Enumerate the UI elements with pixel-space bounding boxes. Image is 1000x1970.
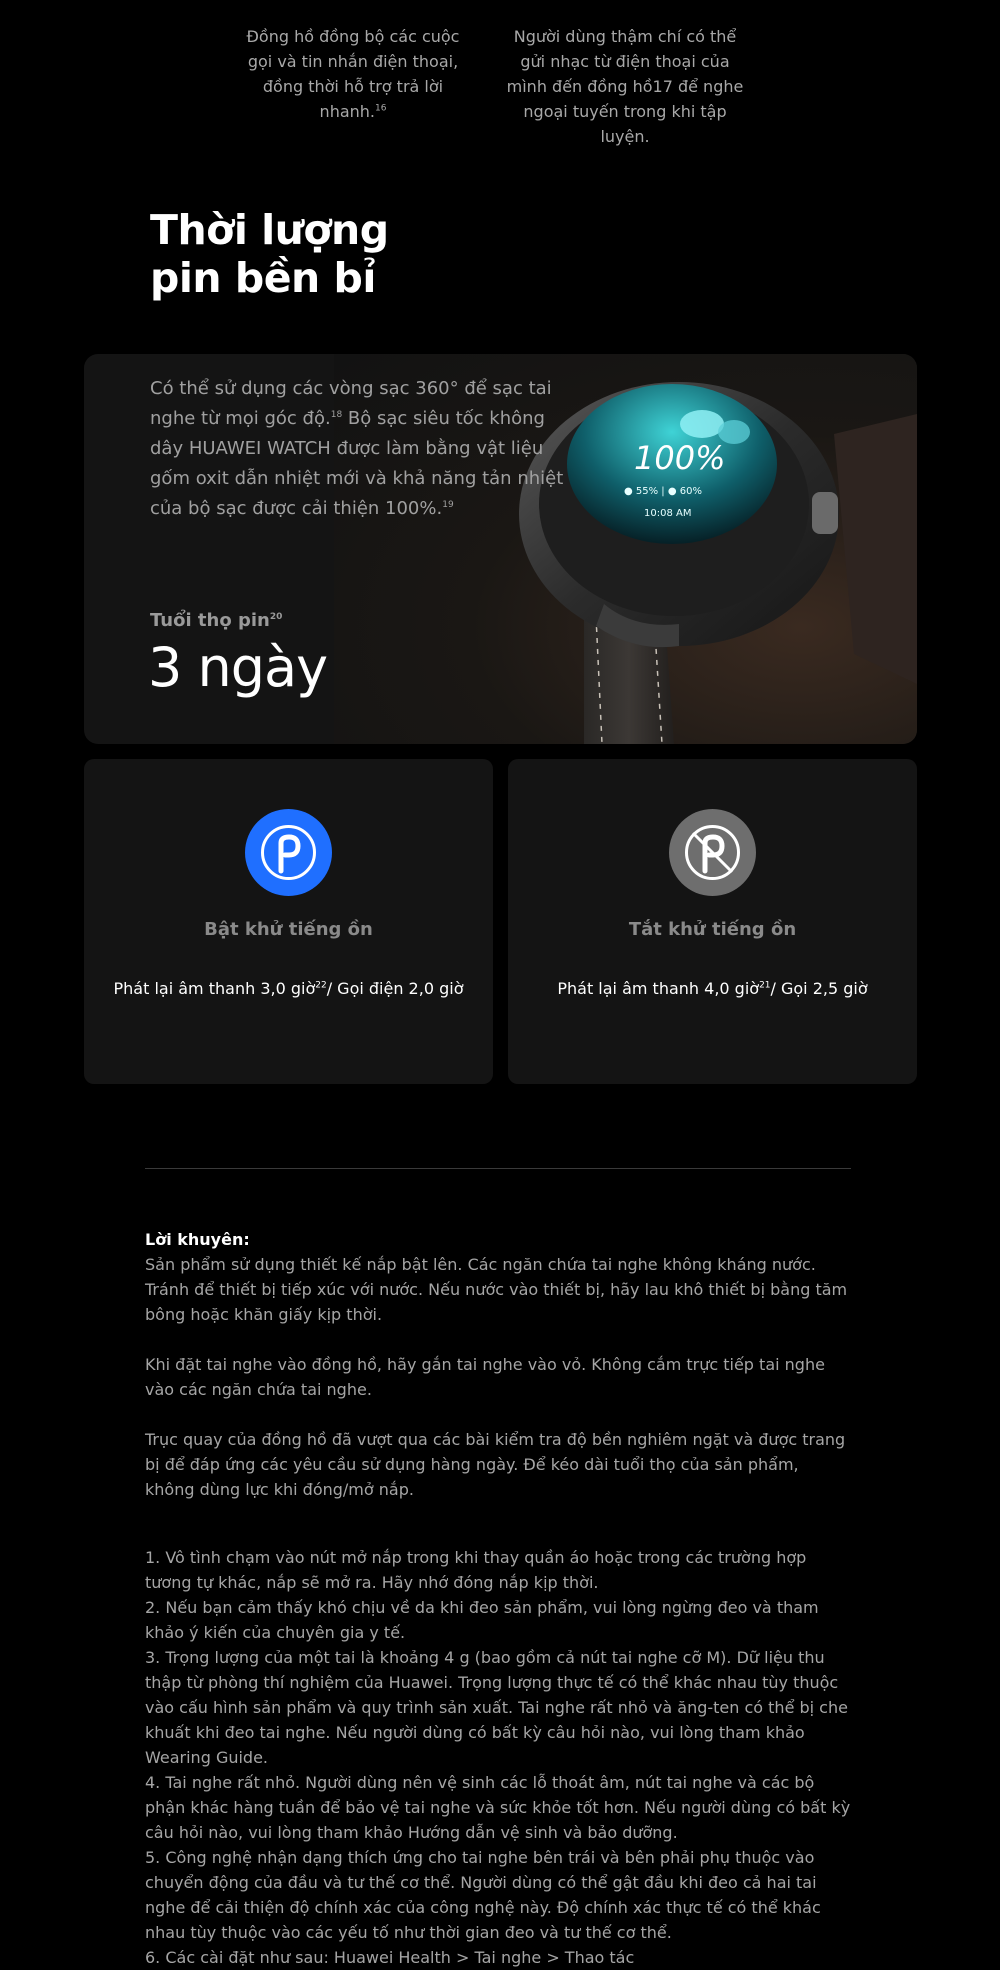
tips-paragraph-2: Khi đặt tai nghe vào đồng hồ, hãy gắn tai nghe vào vỏ. Không cắm trực tiếp tai nghe vào các ngăn chứa tai nghe. bbox=[145, 1355, 825, 1399]
tips-title: Lời khuyên: bbox=[145, 1230, 250, 1249]
feature-music-body: Người dùng thậm chí có thể gửi nhạc từ điện thoại của mình đến đồng hồ17 để nghe ngoại tuyến trong khi tập luyện. bbox=[506, 27, 744, 146]
battery-card bbox=[84, 354, 917, 744]
anc-off-sup: 21 bbox=[759, 980, 771, 991]
footnote-item: 5. Công nghệ nhận dạng thích ứng cho tai nghe bên trái và bên phải phụ thuộc vào chuyển động của đầu và tư thế cơ thể. Người dùng có thể gật đầu khi đeo cả hai tai nghe để cải thiện độ chính xác của công nghệ này. Độ chính xác thực tế có thể khác nhau tùy thuộc vào các yếu tố như thời gian đeo và tư thế cơ thể. bbox=[145, 1848, 821, 1942]
anc-on-icon bbox=[245, 809, 332, 896]
anc-off-icon bbox=[669, 809, 756, 896]
battery-desc-part2: Bộ sạc siêu tốc không dây HUAWEI WATCH được làm bằng vật liệu gốm oxit dẫn nhiệt mới và khả năng tản nhiệt của bộ sạc được cải thiện 100%. bbox=[150, 408, 564, 519]
battery-description bbox=[150, 374, 570, 524]
tips-section bbox=[145, 1227, 851, 1527]
battery-heading-line2: pin bền bỉ bbox=[150, 254, 376, 302]
tips-paragraph-1: Sản phẩm sử dụng thiết kế nắp bật lên. Các ngăn chứa tai nghe không kháng nước. Tránh để thiết bị tiếp xúc với nước. Nếu nước vào thiết bị, hãy lau khô thiết bị bằng tăm bông hoặc khăn giấy kịp thời. bbox=[145, 1255, 848, 1324]
footnote-item: 2. Nếu bạn cảm thấy khó chịu về da khi đeo sản phẩm, vui lòng ngừng đeo và tham khảo ý kiến của chuyên gia y tế. bbox=[145, 1598, 819, 1642]
tips-paragraph-3: Trục quay của đồng hồ đã vượt qua các bài kiểm tra độ bền nghiêm ngặt và được trang bị để đáp ứng các yêu cầu sử dụng hàng ngày. Để kéo dài tuổi thọ của sản phẩm, không dùng lực khi đóng/mở nắp. bbox=[145, 1430, 846, 1499]
footnote-item: 4. Tai nghe rất nhỏ. Người dùng nên vệ sinh các lỗ thoát âm, nút tai nghe và các bộ phận khác hàng tuần để bảo vệ tai nghe và sức khỏe tốt hơn. Nếu người dùng có bất kỳ câu hỏi nào, vui lòng tham khảo Hướng dẫn vệ sinh và bảo dưỡng. bbox=[145, 1773, 851, 1842]
battery-desc-sup2: 19 bbox=[442, 500, 454, 510]
anc-on-detail-a: Phát lại âm thanh 3,0 giờ bbox=[113, 979, 316, 998]
feature-calls-sup: 16 bbox=[375, 103, 387, 114]
anc-on-card bbox=[84, 759, 493, 1084]
feature-music-text bbox=[505, 24, 745, 149]
battery-life-label-text: Tuổi thọ pin bbox=[150, 610, 270, 631]
footnote-item: 3. Trọng lượng của một tai là khoảng 4 g (bao gồm cả nút tai nghe cỡ M). Dữ liệu thu thập từ phòng thí nghiệm của Huawei. Trọng lượng thực tế có thể khác nhau tùy thuộc vào cấu hình sản phẩm và quy trình sản xuất. Tai nghe rất nhỏ và ăng-ten có thể bị che khuất khi đeo tai nghe. Nếu người dùng có bất kỳ câu hỏi nào, vui lòng tham khảo Wearing Guide. bbox=[145, 1648, 848, 1767]
battery-heading-line1: Thời lượng bbox=[150, 206, 389, 254]
battery-desc-sup1: 18 bbox=[330, 410, 343, 420]
anc-off-card bbox=[508, 759, 917, 1084]
anc-on-detail-b: / Gọi điện 2,0 giờ bbox=[326, 979, 464, 998]
anc-off-detail-a: Phát lại âm thanh 4,0 giờ bbox=[557, 979, 760, 998]
battery-life-label bbox=[150, 610, 282, 631]
watch-earbud-levels: ● 55% | ● 60% bbox=[624, 486, 702, 497]
anc-on-detail bbox=[84, 979, 493, 998]
battery-desc-part1: Có thể sử dụng các vòng sạc 360° để sạc tai nghe từ mọi góc độ. bbox=[150, 378, 552, 429]
feature-calls-text bbox=[233, 24, 473, 124]
watch-time: 10:08 AM bbox=[644, 508, 692, 519]
anc-on-sup: 22 bbox=[315, 980, 327, 991]
anc-off-title: Tắt khử tiếng ồn bbox=[628, 919, 797, 940]
footnote-item: 1. Vô tình chạm vào nút mở nắp trong khi thay quần áo hoặc trong các trường hợp tương tự khác, nắp sẽ mở ra. Hãy nhớ đóng nắp kịp thời. bbox=[145, 1548, 807, 1592]
anc-on-title: Bật khử tiếng ồn bbox=[204, 919, 373, 940]
battery-life-value: 3 ngày bbox=[148, 636, 328, 699]
anc-off-detail-b: / Gọi 2,5 giờ bbox=[770, 979, 868, 998]
section-divider bbox=[145, 1168, 851, 1169]
battery-life-sup: 20 bbox=[269, 612, 283, 622]
feature-calls-body: Đồng hồ đồng bộ các cuộc gọi và tin nhắn điện thoại, đồng thời hỗ trợ trả lời nhanh. bbox=[246, 27, 460, 121]
watch-percent: 100% bbox=[634, 439, 726, 477]
footnotes-list bbox=[145, 1545, 851, 1970]
battery-heading bbox=[150, 206, 389, 302]
anc-off-detail bbox=[508, 979, 917, 998]
footnote-item: 6. Các cài đặt như sau: Huawei Health > Tai nghe > Thao tác bbox=[145, 1948, 635, 1967]
